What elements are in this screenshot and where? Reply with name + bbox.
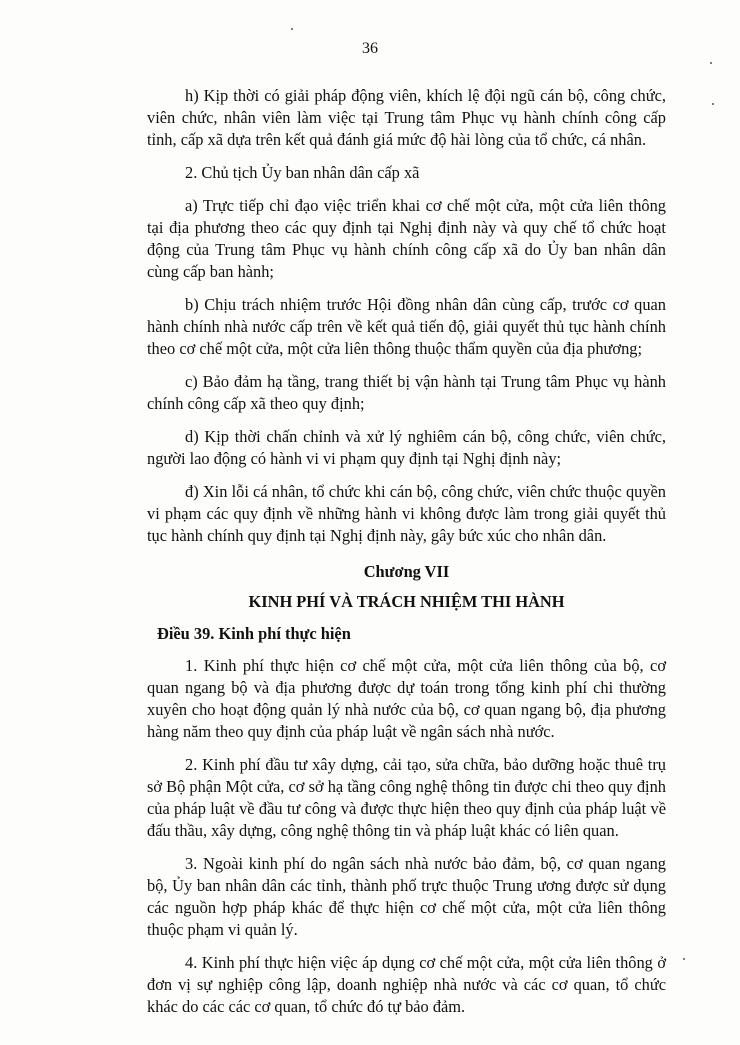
chapter-label: Chương VII: [363, 562, 450, 581]
chapter-title: KINH PHÍ VÀ TRÁCH NHIỆM THI HÀNH: [248, 592, 565, 611]
paragraph: d) Kịp thời chấn chỉnh và xử lý nghiêm cán bộ, công chức, viên chức, người lao động có hành vi vi phạm quy định tại Nghị định này;: [147, 427, 666, 468]
scan-speck: [710, 62, 712, 64]
paragraph: 1. Kinh phí thực hiện cơ chế một cửa, một cửa liên thông của bộ, cơ quan ngang bộ và địa phương được dự toán trong tổng kinh phí chi thường xuyên cho hoạt động quản lý nhà nước của bộ, cơ quan ngang bộ, địa phương hàng năm theo quy định của pháp luật về ngân sách nhà nước.: [147, 656, 666, 741]
scan-speck: [712, 103, 714, 105]
paragraph: đ) Xin lỗi cá nhân, tổ chức khi cán bộ, công chức, viên chức thuộc quyền vi phạm các quy định về những hành vi không được làm trong giải quyết thủ tục hành chính quy định tại Nghị định này, gây bức xúc cho nhân dân.: [147, 482, 666, 545]
paragraph: 2. Kinh phí đầu tư xây dựng, cải tạo, sửa chữa, bảo dưỡng hoặc thuê trụ sở Bộ phận Một cửa, cơ sở hạ tầng công nghệ thông tin được chi theo quy định của pháp luật về đầu tư công và được thực hiện theo quy định của pháp luật về đấu thầu, xây dựng, công nghệ thông tin và pháp luật khác có liên quan.: [147, 755, 666, 840]
scan-speck: [683, 958, 685, 960]
document-body: [147, 85, 666, 1029]
scan-speck: [291, 28, 293, 30]
paragraph: 2. Chủ tịch Ủy ban nhân dân cấp xã: [185, 163, 420, 182]
article-heading: Điều 39. Kinh phí thực hiện: [157, 624, 351, 643]
paragraph: h) Kịp thời có giải pháp động viên, khích lệ đội ngũ cán bộ, công chức, viên chức, nhân viên làm việc tại Trung tâm Phục vụ hành chính công cấp tỉnh, cấp xã dựa trên kết quả đánh giá mức độ hài lòng của tổ chức, cá nhân.: [147, 86, 666, 149]
paragraph: a) Trực tiếp chỉ đạo việc triển khai cơ chế một cửa, một cửa liên thông tại địa phương theo các quy định tại Nghị định này và quy chế tổ chức hoạt động của Trung tâm Phục vụ hành chính công cấp xã do Ủy ban nhân dân cùng cấp ban hành;: [147, 196, 666, 281]
paragraph: b) Chịu trách nhiệm trước Hội đồng nhân dân cùng cấp, trước cơ quan hành chính nhà nước cấp trên về kết quả tiến độ, giải quyết thủ tục hành chính theo cơ chế một cửa, một cửa liên thông thuộc thẩm quyền của địa phương;: [147, 295, 666, 358]
page-number: 36: [362, 40, 378, 57]
paragraph: c) Bảo đảm hạ tầng, trang thiết bị vận hành tại Trung tâm Phục vụ hành chính công cấp xã theo quy định;: [147, 372, 666, 413]
paragraph: 3. Ngoài kinh phí do ngân sách nhà nước bảo đảm, bộ, cơ quan ngang bộ, Ủy ban nhân dân các tỉnh, thành phố trực thuộc Trung ương được sử dụng các nguồn hợp pháp khác để thực hiện cơ chế một cửa, một cửa liên thông thuộc phạm vi quản lý.: [147, 854, 666, 939]
paragraph: 4. Kinh phí thực hiện việc áp dụng cơ chế một cửa, một cửa liên thông ở đơn vị sự nghiệp công lập, doanh nghiệp nhà nước và các cơ quan, tổ chức khác do các các cơ quan, tổ chức đó tự bảo đảm.: [147, 953, 666, 1016]
